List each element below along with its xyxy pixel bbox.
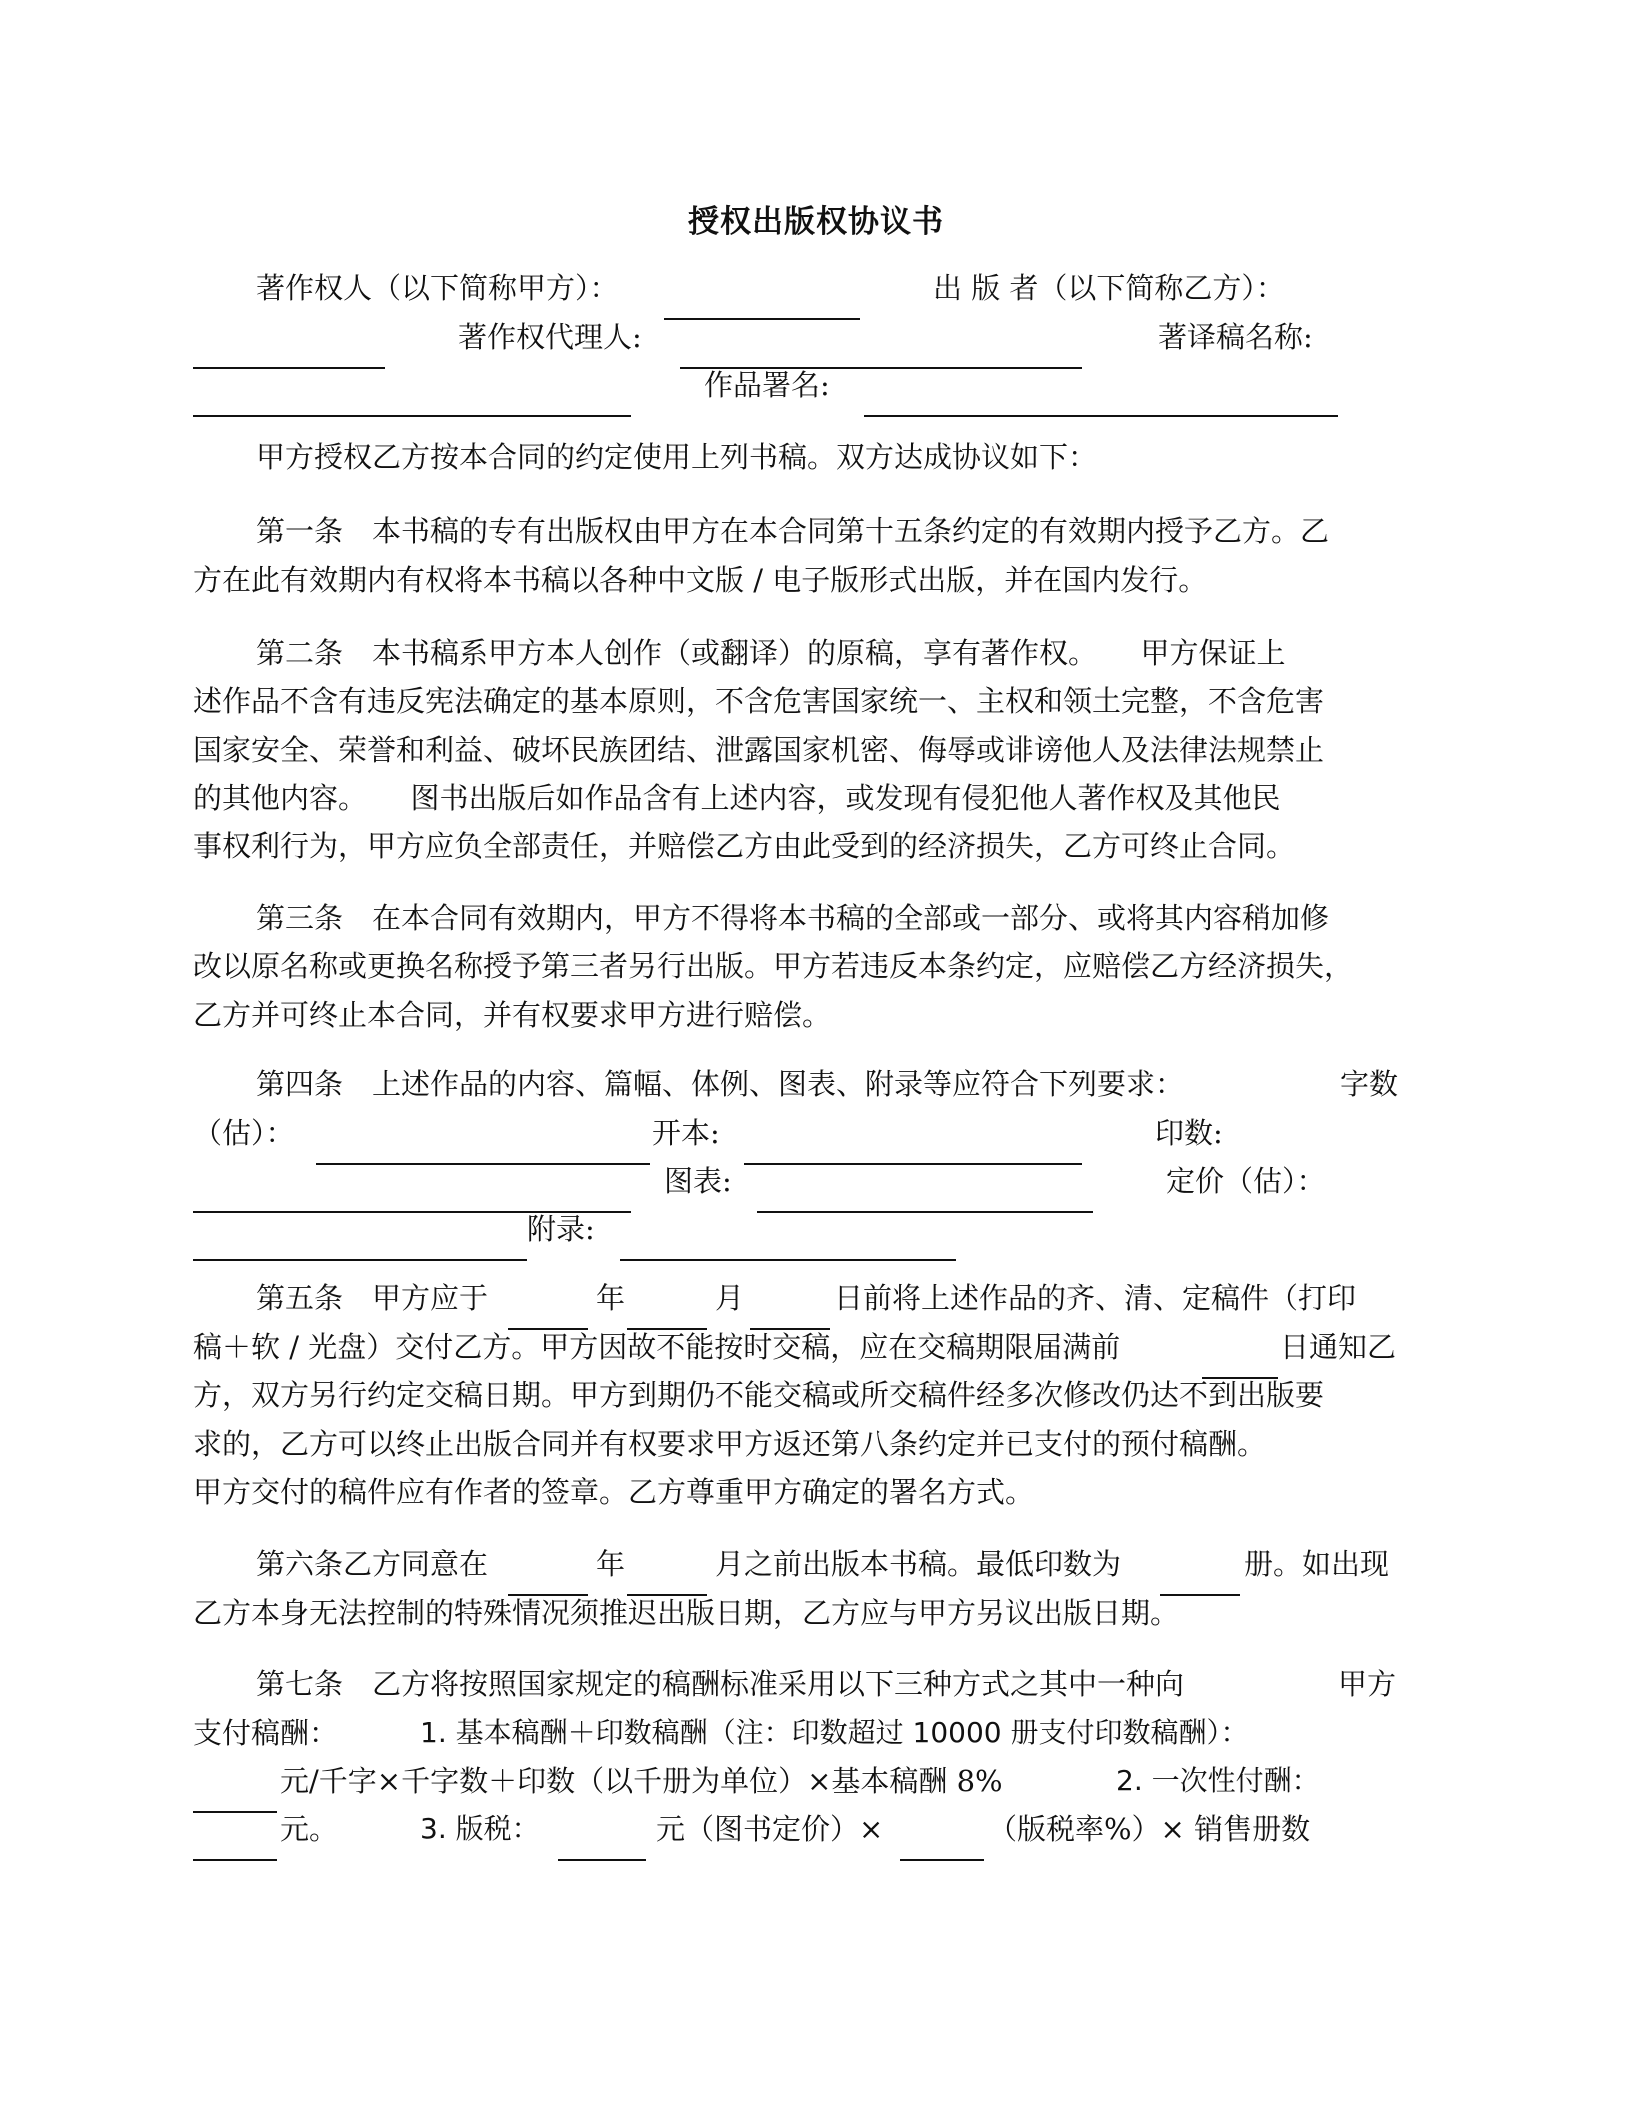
base-rate-blank: [193, 1771, 277, 1813]
word-count-estimate-label: （估）：: [193, 1116, 295, 1150]
intro-text: 甲方授权乙方按本合同的约定使用上列书稿。双方达成协议如下：: [256, 440, 1098, 474]
article-7-line-4d: （版税率%）× 销售册数: [988, 1812, 1311, 1846]
article-4-line-1: 第四条 上述作品的内容、篇幅、体例、图表、附录等应符合下列要求：: [256, 1067, 1185, 1101]
article-5-line-2b: 日通知乙: [1280, 1330, 1397, 1364]
manuscript-blank: [193, 375, 631, 417]
signature-label: 作品署名:: [704, 368, 830, 402]
author-label: 著作权人（以下简称甲方）：: [256, 271, 619, 305]
deadline-month-blank: [627, 1288, 707, 1330]
appendix-label: 附录:: [527, 1212, 595, 1246]
document-title: 授权出版权协议书: [688, 204, 944, 240]
article-7-line-1a: 第七条 乙方将按照国家规定的稿酬标准采用以下三种方式之其中一种向: [256, 1667, 1185, 1701]
format-label: 开本:: [652, 1116, 720, 1150]
article-6-line-1b: 月之前出版本书稿。最低印数为: [715, 1547, 1122, 1581]
article-7-option-2: 2. 一次性付酬：: [1116, 1764, 1320, 1797]
deadline-year-blank: [508, 1288, 588, 1330]
article-5-line-1b: 日前将上述作品的齐、清、定稿件（打印: [834, 1281, 1357, 1315]
article-2-line-4: 的其他内容。 图书出版后如作品含有上述内容，或发现有侵犯他人著作权及其他民: [193, 781, 1281, 815]
article-7-option-1: 1. 基本稿酬＋印数稿酬（注：印数超过 10000 册支付印数稿酬）：: [420, 1716, 1249, 1749]
article-2-line-5: 事权利行为，甲方应负全部责任，并赔偿乙方由此受到的经济损失，乙方可终止合同。: [193, 829, 1296, 863]
deadline-day-blank: [750, 1288, 830, 1330]
article-1-line-1: 第一条 本书稿的专有出版权由甲方在本合同第十五条约定的有效期内授予乙方。乙: [256, 514, 1330, 548]
min-print-blank: [1160, 1554, 1240, 1596]
article-6-line-1a: 第六条乙方同意在: [256, 1547, 489, 1581]
print-run-label: 印数:: [1155, 1116, 1223, 1150]
article-7-line-4a: 元。: [280, 1812, 339, 1846]
article-7-line-1b: 甲方: [1338, 1667, 1397, 1701]
article-3-line-2: 改以原名称或更换名称授予第三者另行出版。甲方若违反本条约定，应赔偿乙方经济损失，: [193, 949, 1354, 983]
article-6-year-label: 年: [596, 1547, 626, 1581]
publish-year-blank: [508, 1554, 588, 1596]
article-7-line-2a: 支付稿酬：: [193, 1716, 339, 1750]
article-2-line-1: 第二条 本书稿系甲方本人创作（或翻译）的原稿，享有著作权。 甲方保证上: [256, 636, 1286, 670]
book-price-blank: [558, 1819, 646, 1861]
article-5-line-3: 方，双方另行约定交稿日期。甲方到期仍不能交稿或所交稿件经多次修改仍达不到出版要: [193, 1378, 1325, 1412]
signature-blank: [864, 375, 1338, 417]
agent-label: 著作权代理人:: [458, 320, 642, 354]
publish-month-blank: [627, 1554, 707, 1596]
article-1-line-2: 方在此有效期内有权将本书稿以各种中文版 / 电子版形式出版，并在国内发行。: [193, 563, 1208, 597]
year-label: 年: [596, 1281, 626, 1315]
author-blank: [664, 278, 860, 320]
charts-blank: [757, 1171, 1093, 1213]
article-6-line-2: 乙方本身无法控制的特殊情况须推迟出版日期，乙方应与甲方另议出版日期。: [193, 1596, 1180, 1630]
agent-blank: [680, 327, 1082, 369]
article-7-line-4c: 元（图书定价）×: [656, 1812, 884, 1846]
article-5-line-1a: 第五条 甲方应于: [256, 1281, 489, 1315]
publisher-blank: [193, 327, 385, 369]
appendix-blank: [620, 1219, 956, 1261]
publisher-label: 出 版 者（以下简称乙方）：: [933, 271, 1285, 305]
price-blank: [193, 1219, 527, 1261]
article-3-line-3: 乙方并可终止本合同，并有权要求甲方进行赔偿。: [193, 998, 832, 1032]
notice-days-blank: [1202, 1337, 1278, 1379]
article-3-line-1: 第三条 在本合同有效期内，甲方不得将本书稿的全部或一部分、或将其内容稍加修: [256, 901, 1330, 935]
word-count-blank: [316, 1123, 650, 1165]
format-blank: [744, 1123, 1082, 1165]
lump-sum-blank: [193, 1819, 277, 1861]
article-2-line-3: 国家安全、荣誉和利益、破坏民族团结、泄露国家机密、侮辱或诽谤他人及法律法规禁止: [193, 733, 1325, 767]
price-label: 定价（估）：: [1166, 1164, 1326, 1198]
manuscript-label: 著译稿名称:: [1158, 320, 1313, 354]
article-7-line-3a: 元/千字×千字数＋印数（以千册为单位）×基本稿酬 8%: [280, 1764, 1003, 1798]
word-count-label: 字数: [1340, 1067, 1399, 1101]
article-7-option-3: 3. 版税：: [420, 1812, 540, 1845]
print-run-blank: [193, 1171, 631, 1213]
article-6-line-1c: 册。如出现: [1244, 1547, 1390, 1581]
article-5-line-4: 求的，乙方可以终止出版合同并有权要求甲方返还第八条约定并已支付的预付稿酬。: [193, 1427, 1267, 1461]
article-2-line-2: 述作品不含有违反宪法确定的基本原则，不含危害国家统一、主权和领土完整，不含危害: [193, 684, 1325, 718]
article-5-line-5: 甲方交付的稿件应有作者的签章。乙方尊重甲方确定的署名方式。: [193, 1475, 1035, 1509]
article-5-line-2a: 稿＋软 / 光盘）交付乙方。甲方因故不能按时交稿，应在交稿期限届满前: [193, 1330, 1121, 1364]
month-label: 月: [715, 1281, 745, 1315]
charts-label: 图表:: [664, 1164, 732, 1198]
royalty-rate-blank: [900, 1819, 984, 1861]
